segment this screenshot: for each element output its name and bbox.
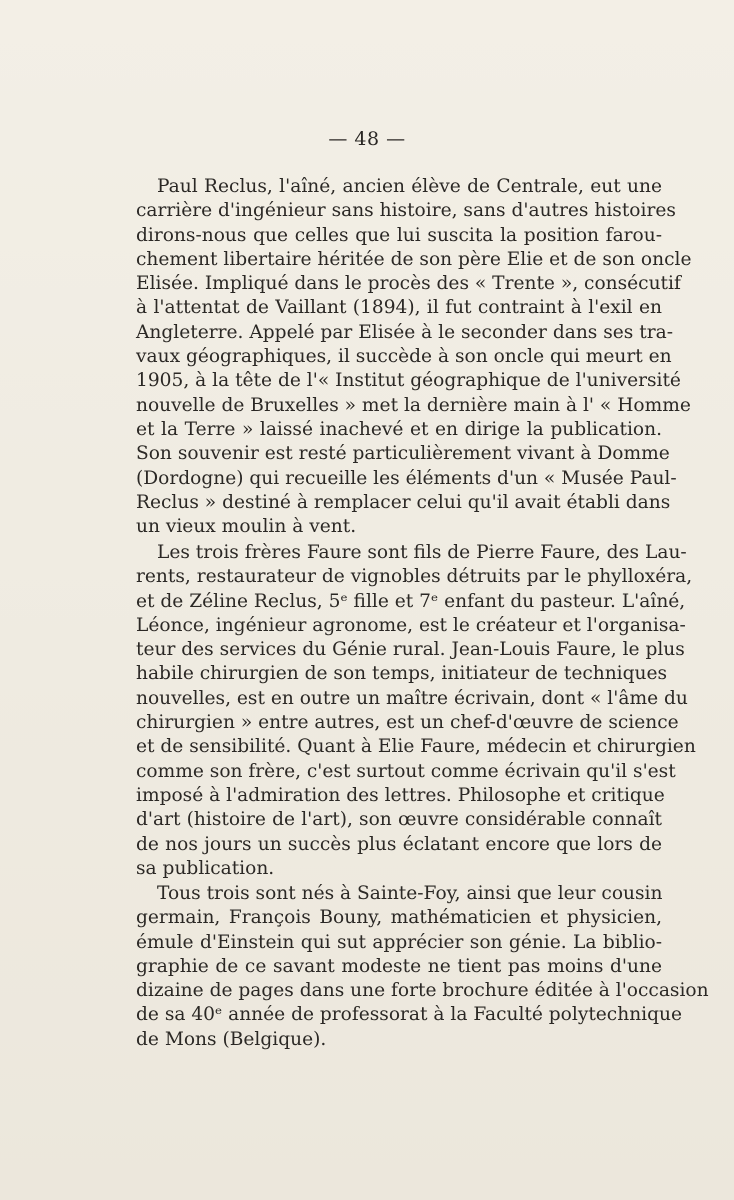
text-line: de sa 40ᵉ année de professorat à la Faculté polytechnique [136,1004,683,1026]
text-line: de Mons (Belgique). [136,1028,327,1050]
paragraph-paul-reclus [136,175,692,539]
paragraph-freres-faure [136,541,696,881]
text-line: nouvelles, est en outre un maître écrivain, dont « l'âme du [136,687,688,709]
paragraph-tous-trois [136,882,709,1052]
text-line: dizaine de pages dans une forte brochure éditée à l'occasion [136,980,709,1002]
text-line: d'art (histoire de l'art), son œuvre considérable connaît [136,809,662,831]
text-line: carrière d'ingénieur sans histoire, sans d'autres histoires [136,200,676,222]
text-line: Tous trois sont nés à Sainte-Foy, ainsi que leur cousin [157,883,663,904]
text-line: chement libertaire héritée de son père Elie et de son oncle [136,248,692,270]
page-number: — 48 — [328,128,406,150]
text-line: nouvelle de Bruxelles » met la dernière main à l' « Homme [136,394,691,416]
text-line: (Dordogne) qui recueille les éléments d'un « Musée Paul- [136,467,677,489]
text-line: Elisée. Impliqué dans le procès des « Trente », consécutif [136,273,681,295]
text-line: sa publication. [136,857,275,879]
text-line: à l'attentat de Vaillant (1894), il fut contraint à l'exil en [136,297,662,319]
text-line: graphie de ce savant modeste ne tient pas moins d'une [136,955,662,977]
text-line: chirurgien » entre autres, est un chef-d'œuvre de science [136,712,679,734]
text-line: habile chirurgien de son temps, initiateur de techniques [136,663,668,685]
text-line: Reclus » destiné à remplacer celui qu'il avait établi dans [136,491,671,513]
text-line: teur des services du Génie rural. Jean-Louis Faure, le plus [136,639,685,661]
text-line: 1905, à la tête de l'« Institut géographique de l'université [136,370,681,392]
text-line: vaux géographiques, il succède à son oncle qui meurt en [136,346,672,368]
text-line: germain, François Bouny, mathématicien et physicien, [136,907,662,929]
text-line: un vieux moulin à vent. [136,516,357,538]
text-line: et de sensibilité. Quant à Elie Faure, médecin et chirurgien [136,736,696,758]
text-line: et de Zéline Reclus, 5ᵉ fille et 7ᵉ enfant du pasteur. L'aîné, [136,590,686,612]
text-line: Angleterre. Appelé par Elisée à le seconder dans ses tra- [136,321,673,343]
text-line: Son souvenir est resté particulièrement vivant à Domme [136,443,670,465]
text-line: dirons-nous que celles que lui suscita la position farou- [136,224,662,246]
text-line: et la Terre » laissé inachevé et en dirige la publication. [136,418,662,440]
text-line: Léonce, ingénieur agronome, est le créateur et l'organisa- [136,614,686,636]
text-line: Paul Reclus, l'aîné, ancien élève de Centrale, eut une [157,176,662,197]
text-line: émule d'Einstein qui sut apprécier son génie. La biblio- [136,931,662,953]
text-line: rents, restaurateur de vignobles détruits par le phylloxéra, [136,566,693,588]
text-line: de nos jours un succès plus éclatant encore que lors de [136,833,662,855]
text-line: comme son frère, c'est surtout comme écrivain qu'il s'est [136,760,676,782]
text-line: Les trois frères Faure sont fils de Pierre Faure, des Lau- [157,542,687,563]
text-line: imposé à l'admiration des lettres. Philosophe et critique [136,784,665,806]
